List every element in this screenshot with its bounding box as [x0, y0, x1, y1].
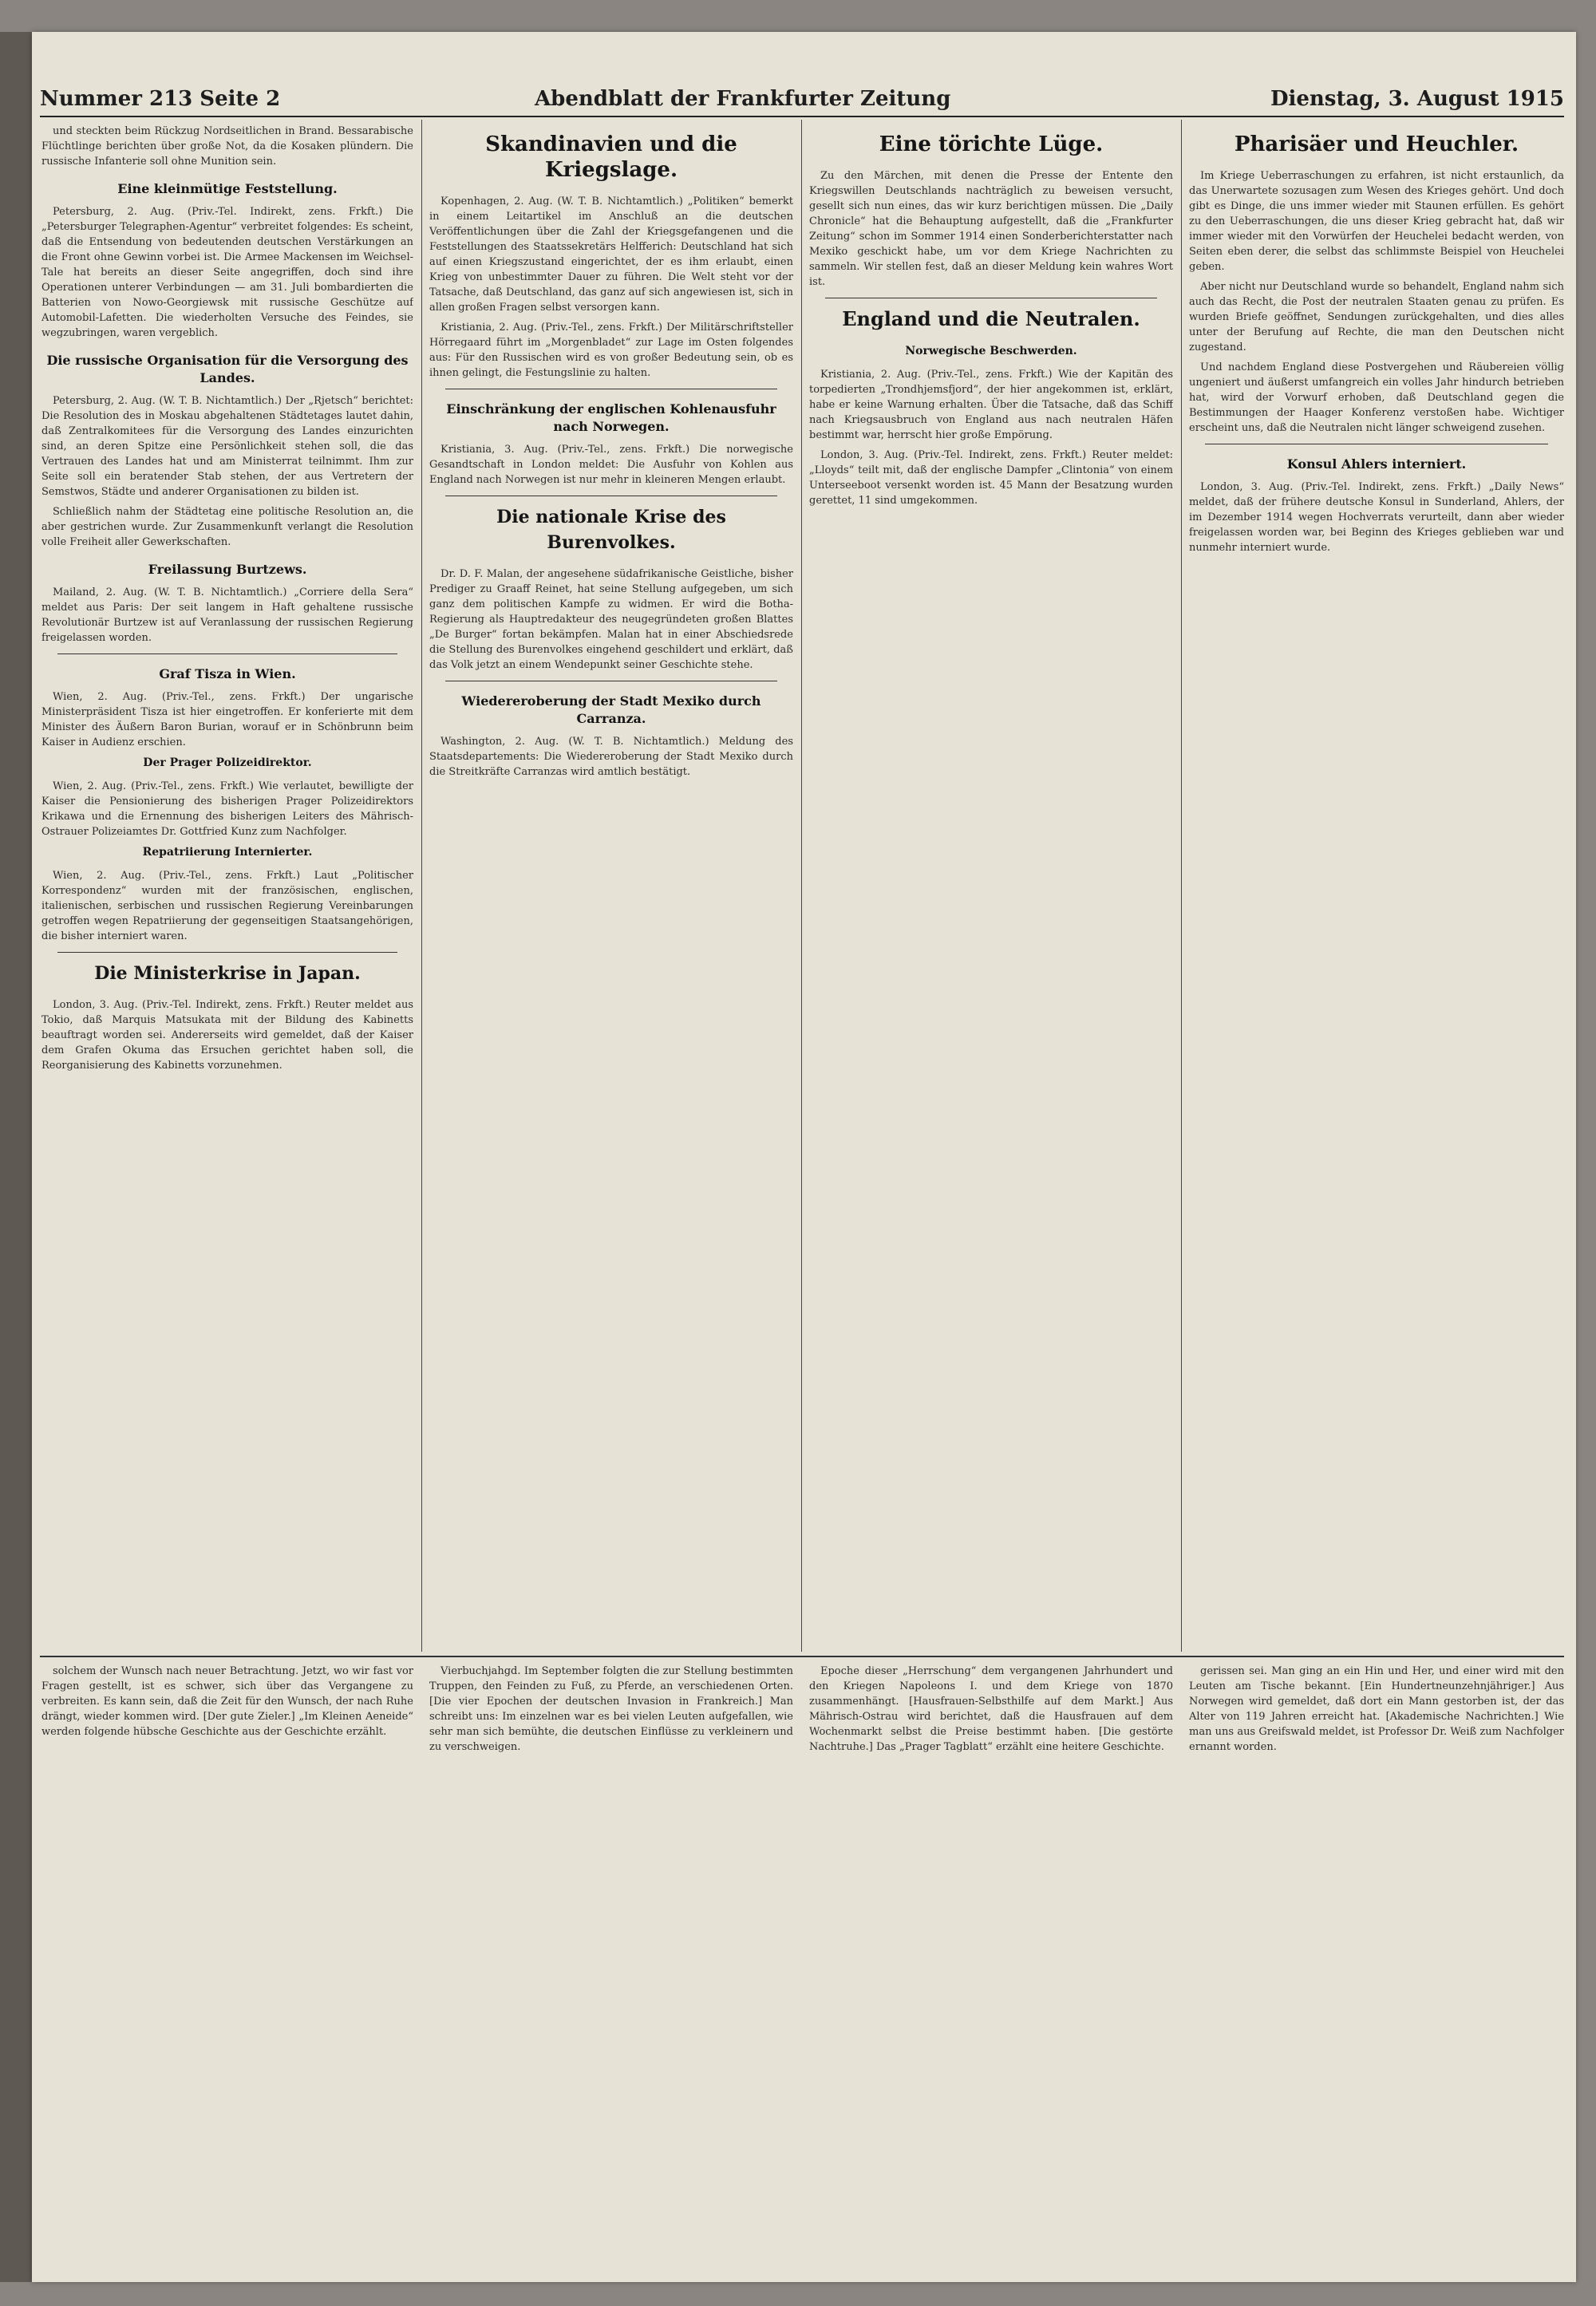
feuilleton-column-4 — [1189, 1664, 1564, 2278]
section-rule — [57, 952, 397, 953]
article-text: Zu den Märchen, mit denen die Presse der Entente den Kriegswillen Deutschlands nachträglich zu beweisen versucht, gesellt sich nun eines, das wir kurz berichtigen müssen. Die „Daily Chronicle“ hat die Behauptung aufgestellt, daß die „Frankfurter Zeitung“ schon im Sommer 1914 einen Sonderberichterstatter nach Mexiko geschickt habe, um vor dem Kriege Nachrichten zu sammeln. Wir stellen fest, daß an dieser Meldung kein wahres Wort ist. — [809, 170, 1173, 288]
article-text: Und nachdem England diese Postvergehen und Räubereien völlig ungeniert und äußerst umfangreich ein volles Jahr hindurch betrieben hat, wird der Vorwurf erhoben, daß Deutschland gegen die Bestimmungen der Haager Konferenz verstoßen habe. Wichtiger erscheint uns, daß die Neutralen nicht länger schweigend zusehen. — [1189, 361, 1564, 434]
headline: Einschränkung der englischen Kohlenausfuhr nach Norwegen. — [446, 401, 776, 434]
feuilleton-column-1 — [41, 1664, 413, 2278]
article-text: Wien, 2. Aug. (Priv.-Tel., zens. Frkft.) Laut „Politischer Korrespondenz“ wurden mit der französischen, englischen, italienischen, serbischen und russischen Regierung Vereinbarungen getroffen wegen Repatriierung der gegenseitigen Staatsangehörigen, die bisher interniert waren. — [41, 870, 413, 942]
article-text: Schließlich nahm der Städtetag eine politische Resolution an, die aber gestrichen wurde. Zur Zusammenkunft verlangt die Resolution volle Freiheit aller Gewerkschaften. — [41, 506, 413, 548]
column-4 — [1189, 124, 1564, 1652]
headline: Repatriierung Internierter. — [142, 846, 313, 859]
headline: Die Ministerkrise in Japan. — [94, 963, 361, 984]
headline: Graf Tisza in Wien. — [159, 666, 296, 681]
column-3 — [809, 124, 1173, 1652]
article-text: Mailand, 2. Aug. (W. T. B. Nichtamtlich.) „Corriere della Sera“ meldet aus Paris: Der seit langem in Haft gehaltene russische Revolutionär Burtzew ist auf Veranlassung der russischen Regierung freigelassen worden. — [41, 586, 413, 644]
feuilleton-column-2 — [429, 1664, 793, 2278]
newspaper-page — [32, 32, 1576, 2282]
headline: Die russische Organisation für die Versorgung des Landes. — [46, 353, 409, 385]
article-text: Kristiania, 3. Aug. (Priv.-Tel., zens. Frkft.) Die norwegische Gesandtschaft in London meldet: Die Ausfuhr von Kohlen aus England nach Norwegen ist nur mehr in kleineren Mengen erlaubt. — [429, 444, 793, 486]
feuilleton-text: solchem der Wunsch nach neuer Betrachtung. Jetzt, wo wir fast vor Fragen gestellt, ist es schwer, sich über das Vergangene zu verbreiten. Es kann sein, daß die Zeit für den Wunsch, der nach Ruhe drängt, wieder kommen wird. [Der gute Zieler.] „Im Kleinen Aeneide“ werden folgende hübsche Geschichte aus der Geschichte erzählt. — [41, 1665, 413, 1738]
masthead: Abendblatt der Frankfurter Zeitung — [535, 87, 951, 111]
feuilleton-divider — [40, 1656, 1564, 1657]
section-rule — [57, 653, 397, 654]
issue-date: Dienstag, 3. August 1915 — [1270, 87, 1564, 111]
headline: Wiedereroberung der Stadt Mexiko durch Carranza. — [461, 693, 761, 726]
article-text: Wien, 2. Aug. (Priv.-Tel., zens. Frkft.) Der ungarische Ministerpräsident Tisza ist hier eingetroffen. Er konferierte mit dem Minister des Äußern Baron Burian, worauf er in Schönbrunn beim Kaiser in Audienz erschien. — [41, 691, 413, 748]
article-text: Kopenhagen, 2. Aug. (W. T. B. Nichtamtlich.) „Politiken“ bemerkt in einem Leitartikel im Anschluß an die deutschen Veröffentlichungen über die Zahl der Kriegsgefangenen und die Feststellungen des Staatssekretärs Helfferich: Deutschland hat sich auf einen Kriegszustand eingerichtet, der es ihm erlaubt, einen Krieg von unbestimmter Dauer zu führen. Die Welt steht vor der Tatsache, daß Deutschland, das ganz auf sich angewiesen ist, sich in allen großen Fragen selbst versorgen kann. — [429, 195, 793, 314]
feuilleton-text: Vierbuchjahgd. Im September folgten die zur Stellung bestimmten Truppen, den Feinden zu Fuß, zu Pferde, an verschiedenen Orten. [Die vier Epochen der deutschen Invasion in Frankreich.] Man schreibt uns: Im einzelnen war es bei vielen Leuten aufgefallen, wie sehr man sich bemühte, die deutschen Einflüsse zu verkleinern und zu verschweigen. — [429, 1665, 793, 1753]
headline: Der Prager Polizeidirektor. — [143, 756, 312, 769]
headline: Konsul Ahlers interniert. — [1286, 456, 1467, 472]
article-text: Dr. D. F. Malan, der angesehene südafrikanische Geistliche, bisher Prediger zu Graaff Reinet, hat seine Stellung aufgegeben, um sich ganz dem politischen Kampfe zu widmen. Er wird die Botha-Regierung als Hauptredakteur des neugegründeten großen Blattes „De Burger“ fortan bekämpfen. Malan hat in einer Abschiedsrede die Stellung des Burenvolkes eingehend geschildert und erklärt, daß das Volk jetzt an einem Wendepunkt seiner Geschichte stehe. — [429, 568, 793, 671]
headline: England und die Neutralen. — [842, 307, 1140, 330]
column-2 — [429, 124, 793, 1652]
column-divider — [421, 120, 422, 1652]
headline: Freilassung Burtzews. — [148, 562, 307, 577]
column-1 — [41, 124, 413, 1652]
column-divider — [801, 120, 802, 1652]
column-divider — [1181, 120, 1182, 1652]
article-text: Kristiania, 2. Aug. (Priv.-Tel., zens. Frkft.) Wie der Kapitän des torpedierten „Trondhjemsfjord“, der hier angekommen ist, erklärt, habe er keine Warnung erhalten. Über die Tatsache, daß das Schiff nach Kriegsausbruch von England aus nach neutralen Häfen bestimmt war, herrscht hier große Empörung. — [809, 369, 1173, 441]
article-text: Kristiania, 2. Aug. (Priv.-Tel., zens. Frkft.) Der Militärschriftsteller Hörregaard führt im „Morgenbladet“ zur Lage im Osten folgendes aus: Für den Russischen wird es von großer Bedeutung sein, ob es ihnen gelingt, die Festungslinie zu halten. — [429, 322, 793, 379]
feuilleton-column-3 — [809, 1664, 1173, 2278]
subheadline: Norwegische Beschwerden. — [905, 345, 1077, 357]
headline: Eine kleinmütige Feststellung. — [117, 181, 338, 196]
headline: Eine törichte Lüge. — [879, 132, 1104, 156]
page-header — [40, 84, 1564, 117]
headline: Pharisäer und Heuchler. — [1234, 132, 1519, 156]
intro-text: und steckten beim Rückzug Nordseitlichen in Brand. Bessarabische Flüchtlinge berichten über große Not, da die Kosaken plündern. Die russische Infanterie soll ohne Munition sein. — [41, 125, 413, 168]
article-text: Petersburg, 2. Aug. (Priv.-Tel. Indirekt, zens. Frkft.) Die „Petersburger Telegraphen-Agentur“ verbreitet folgendes: Es scheint, daß die Entsendung von bedeutenden deutschen Verstärkungen an die Front ohne Gewinn vorbei ist. Die Armee Mackensen im Weichsel-Tale hat bereits an dieser Seite angegriffen, doch sind ihre Operationen unterer Verbindungen — am 31. Juli bombardierten die Batterien von Nowo-Georgiewsk mit russische Geschütze auf Automobil-Lafetten. Die wiederholten Versuche des Feindes, sie wegzubringen, waren vergeblich. — [41, 206, 413, 339]
article-text: London, 3. Aug. (Priv.-Tel. Indirekt, zens. Frkft.) Reuter meldet aus Tokio, daß Marquis Matsukata mit der Bildung des Kabinetts beauftragt worden sei. Andererseits wird gemeldet, daß der Kaiser dem Grafen Okuma das Ersuchen gerichtet haben soll, die Reorganisierung des Kabinetts vorzunehmen. — [41, 999, 413, 1072]
article-text: Wien, 2. Aug. (Priv.-Tel., zens. Frkft.) Wie verlautet, bewilligte der Kaiser die Pensionierung des bisherigen Prager Polizeidirektors Krikawa und die Ernennung des bisherigen Leiters des Mährisch-Ostrauer Polizeiamtes Dr. Gottfried Kunz zum Nachfolger. — [41, 780, 413, 838]
article-text: Washington, 2. Aug. (W. T. B. Nichtamtlich.) Meldung des Staatsdepartements: Die Wiedereroberung der Stadt Mexiko durch die Streitkräfte Carranzas wird amtlich bestätigt. — [429, 736, 793, 778]
headline: Skandinavien und die Kriegslage. — [485, 132, 737, 182]
article-text: London, 3. Aug. (Priv.-Tel. Indirekt, zens. Frkft.) „Daily News“ meldet, daß der frühere deutsche Konsul in Sunderland, Ahlers, der im Dezember 1914 wegen Hochverrats verurteilt, dann aber wieder freigelassen worden war, bei Beginn des Krieges geblieben war und nunmehr interniert wurde. — [1189, 481, 1564, 554]
article-text: Im Kriege Ueberraschungen zu erfahren, ist nicht erstaunlich, da das Unerwartete sozusagen zum Wesen des Krieges gehört. Und doch gibt es Dinge, die uns immer wieder mit Staunen erfüllen. Es gehört zu den Ueberraschungen, die uns dieser Krieg gebracht hat, daß wir immer wieder mit den Vorwürfen der Heuchelei bedacht werden, von Seiten eben derer, die selbst das schlimmste Beispiel von Heuchelei geben. — [1189, 170, 1564, 273]
feuilleton-text: Epoche dieser „Herrschung“ dem vergangenen Jahrhundert und den Kriegen Napoleons I. und dem Kriege von 1870 zusammenhängt. [Hausfrauen-Selbsthilfe auf dem Markt.] Aus Mährisch-Ostrau wird berichtet, daß die Hausfrauen auf dem Wochenmarkt selbst die Preise bestimmt haben. [Die gestörte Nachtruhe.] Das „Prager Tagblatt“ erzählt eine heitere Geschichte. — [809, 1665, 1173, 1753]
feuilleton-text: gerissen sei. Man ging an ein Hin und Her, und einer wird mit den Leuten am Tische bekannt. [Ein Hundertneunzehnjähriger.] Aus Norwegen wird gemeldet, daß dort ein Mann gestorben ist, der das Alter von 119 Jahren erreicht hat. [Akademische Nachrichten.] Wie man uns aus Greifswald meldet, ist Professor Dr. Weiß zum Nachfolger ernannt worden. — [1189, 1665, 1564, 1753]
article-text: Petersburg, 2. Aug. (W. T. B. Nichtamtlich.) Der „Rjetsch“ berichtet: Die Resolution des in Moskau abgehaltenen Städtetages lautet dahin, daß Zentralkomitees für die Versorgung des Landes einzurichten sind, an deren Spitze eine Persönlichkeit stehen soll, die das Vertrauen des Landes hat und am Ministerrat teilnimmt. Ihm zur Seite soll ein beratender Stab stehen, der aus Vertretern der Semstwos, Städte und anderer Organisationen zu bilden ist. — [41, 395, 413, 498]
article-text: Aber nicht nur Deutschland wurde so behandelt, England nahm sich auch das Recht, die Post der neutralen Staaten genau zu prüfen. Es wurden Briefe geöffnet, Sendungen zurückgehalten, und dies alles unter der Berufung auf Rechte, die man den Deutschen nicht zugestand. — [1189, 281, 1564, 353]
headline: Die nationale Krise des Burenvolkes. — [496, 507, 726, 553]
issue-number: Nummer 213 Seite 2 — [40, 87, 281, 111]
article-text: London, 3. Aug. (Priv.-Tel. Indirekt, zens. Frkft.) Reuter meldet: „Lloyds“ teilt mit, daß der englische Dampfer „Clintonia“ von einem Unterseeboot versenkt worden ist. 45 Mann der Besatzung wurden gerettet, 11 sind umgekommen. — [809, 449, 1173, 507]
binding-gutter — [0, 32, 32, 2282]
